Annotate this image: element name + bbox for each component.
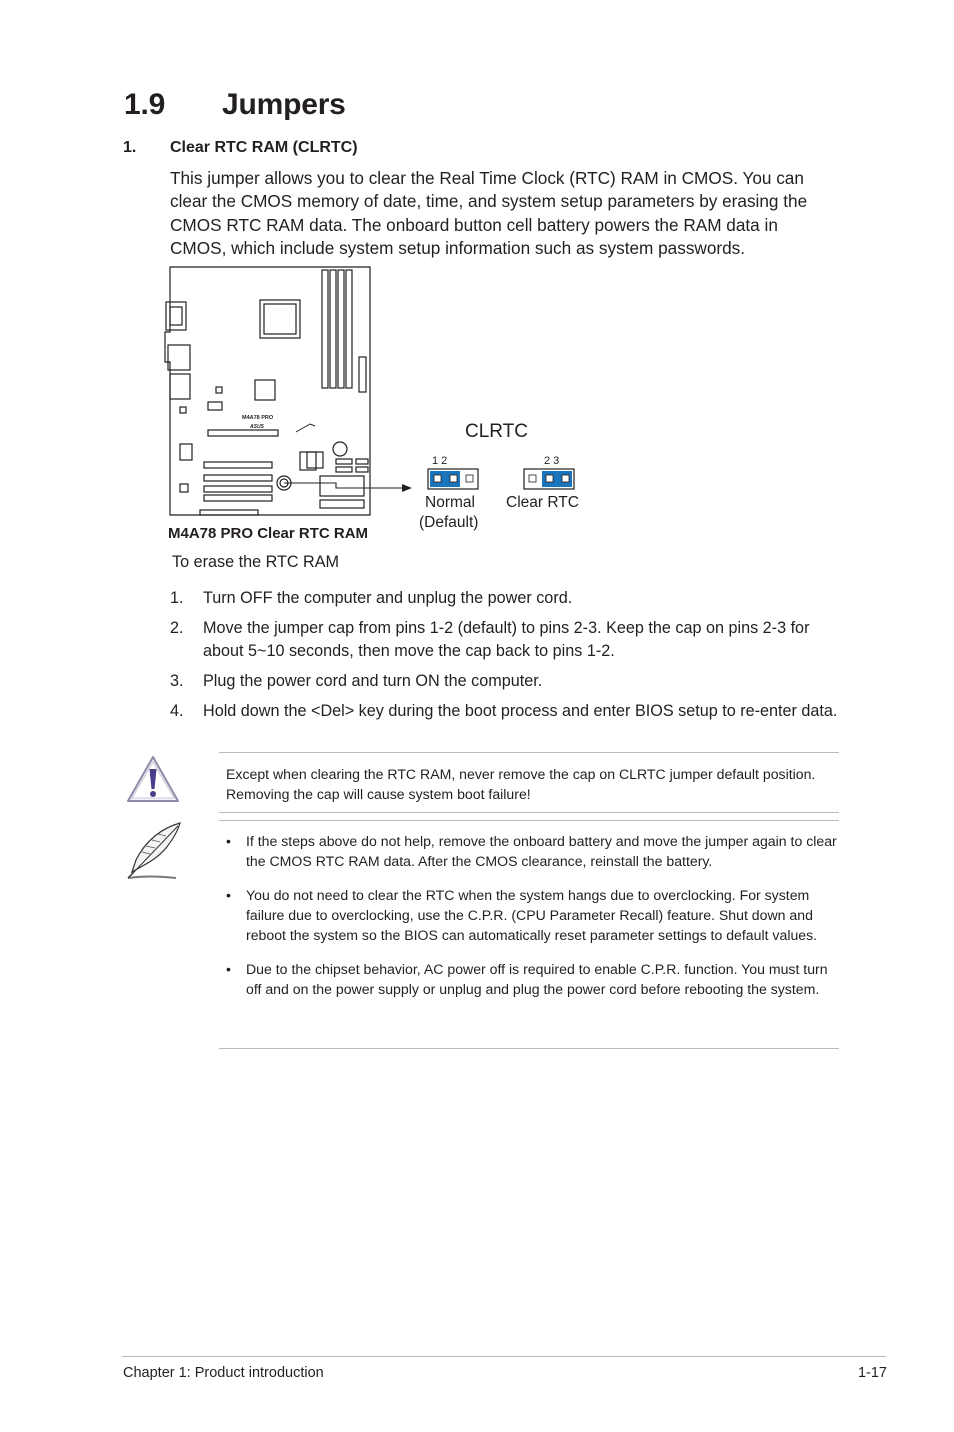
step-text: Plug the power cord and turn ON the computer.: [203, 672, 543, 690]
step-text: Turn OFF the computer and unplug the power cord.: [203, 589, 573, 607]
callout-arrowhead: [402, 484, 412, 492]
normal-default-label: (Default): [419, 514, 479, 531]
notes-top-rule: [219, 820, 839, 821]
note-text: If the steps above do not help, remove the onboard battery and move the jumper again to clear the CMOS RTC RAM data. After the CMOS clearance, reinstall the battery.: [246, 833, 837, 869]
feather-pen-icon: [122, 820, 186, 884]
procedure-intro: To erase the RTC RAM: [172, 553, 340, 571]
step-number: 1.: [170, 589, 184, 607]
clrtc-jumper-figure: [160, 262, 600, 547]
procedure-step: [170, 700, 850, 723]
procedure-step: [170, 587, 850, 610]
normal-pin-numbers: 1 2: [432, 455, 448, 467]
clear-pin-numbers: 2 3: [544, 455, 560, 467]
warning-triangle-icon: [124, 753, 182, 805]
bullet-glyph: •: [226, 887, 231, 903]
motherboard-layout: [165, 267, 370, 515]
board-leader-line: [296, 424, 315, 432]
item-number: 1.: [123, 139, 137, 156]
notes-list: [226, 831, 838, 1013]
bullet-glyph: •: [226, 961, 231, 977]
clear-jumper-pins: [524, 469, 574, 489]
normal-jumper-pins: [428, 469, 478, 489]
footer-rule: [122, 1356, 886, 1357]
notes-bottom-rule: [219, 1048, 839, 1049]
page-number: 1-17: [857, 1365, 887, 1381]
item-title: Clear RTC RAM (CLRTC): [170, 139, 358, 156]
procedure-step: [170, 617, 850, 663]
footer-chapter: Chapter 1: Product introduction: [123, 1365, 324, 1381]
note-text: Due to the chipset behavior, AC power off is required to enable C.P.R. function. You must turn off and on the power supply or unplug and plug the power cord before rebooting the system.: [246, 961, 828, 997]
figure-caption: M4A78 PRO Clear RTC RAM: [168, 525, 369, 542]
section-number: 1.9: [124, 88, 166, 121]
step-number: 2.: [170, 619, 184, 637]
section-title: Jumpers: [222, 88, 346, 121]
bullet-glyph: •: [226, 833, 231, 849]
clear-rtc-label: Clear RTC: [506, 494, 579, 511]
step-number: 4.: [170, 702, 184, 720]
note-item: [226, 831, 838, 871]
step-text: Move the jumper cap from pins 1-2 (default) to pins 2-3. Keep the cap on pins 2-3 for about 5~10 seconds, then move the cap back to pins 1-2.: [203, 619, 810, 660]
note-text: You do not need to clear the RTC when the system hangs due to overclocking. For system failure due to overclocking, use the C.P.R. (CPU Parameter Recall) feature. Shut down and reboot the system so the BIOS can automatically reset parameter settings to default values.: [246, 887, 818, 943]
board-model-label: M4A78 PRO: [242, 415, 274, 421]
step-text: Hold down the <Del> key during the boot process and enter BIOS setup to re-enter data.: [203, 702, 838, 720]
note-item: [226, 885, 838, 945]
normal-label: Normal: [425, 494, 475, 511]
procedure-steps: [170, 587, 850, 730]
step-number: 3.: [170, 672, 184, 690]
caution-text: Except when clearing the RTC RAM, never remove the cap on CLRTC jumper default position. Removing the cap will cause system boot failure!: [226, 766, 816, 802]
caution-bottom-rule: [219, 812, 839, 813]
note-item: [226, 959, 838, 999]
jumper-name: CLRTC: [465, 421, 528, 442]
caution-top-rule: [219, 752, 839, 753]
callout-leader-line: [284, 483, 404, 488]
asus-logo-text: ASUS: [250, 424, 264, 430]
item-description: This jumper allows you to clear the Real Time Clock (RTC) RAM in CMOS. You can clear the CMOS memory of date, time, and system setup parameters by erasing the CMOS RTC RAM data. The onboard button cell battery powers the RAM data in CMOS, which include system setup information such as system passwords.: [170, 168, 808, 258]
procedure-step: [170, 670, 850, 693]
